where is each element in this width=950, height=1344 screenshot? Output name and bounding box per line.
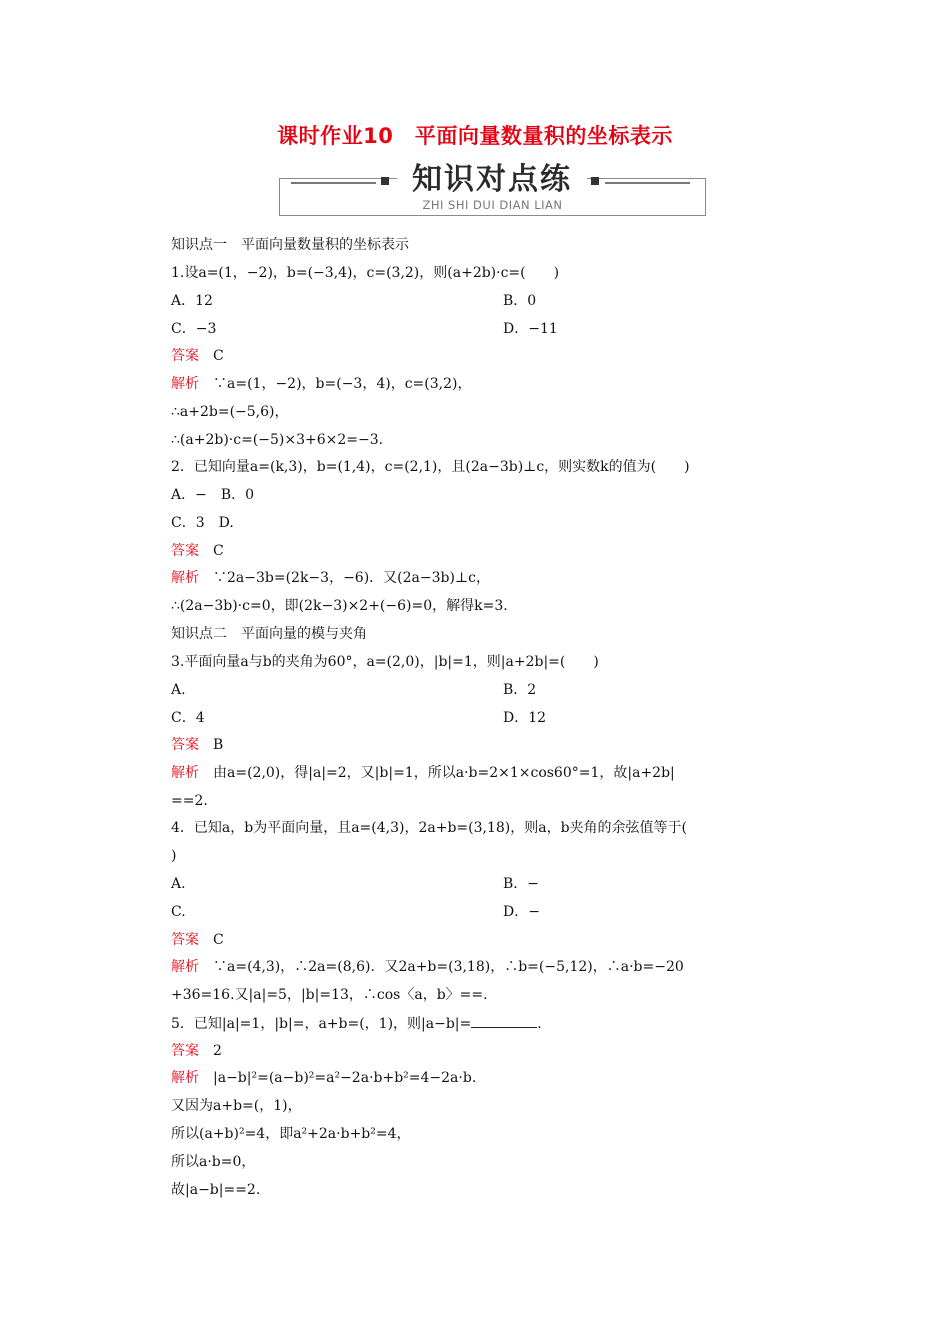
solution-5-line-5: 故|a−b|==2. (171, 1182, 261, 1198)
solution-2-line-2: ∴(2a−3b)·c=0，即(2k−3)×2+(−6)=0，解得k=3. (171, 598, 508, 614)
banner-heading: 知识对点练 (397, 160, 587, 200)
answer-3 (171, 735, 223, 755)
question-3: 3.平面向量a与b的夹角为60°，a=(2,0)，|b|=1，则|a+2b|=( ) (171, 654, 599, 670)
question-2: 2．已知向量a=(k,3)，b=(1,4)，c=(2,1)，且(2a−3b)⊥c，则实数k的值为( ) (171, 459, 690, 475)
option-3a: A. (171, 682, 186, 698)
answer-label: 答案 (171, 932, 199, 948)
option-3c: C．4 (171, 710, 205, 726)
solution-label: 解析 (171, 570, 199, 586)
answer-label: 答案 (171, 348, 199, 364)
solution-text: 由a=(2,0)，得|a|=2，又|b|=1，所以a·b=2×1×cos60°=1，故|a+2b| (199, 765, 675, 781)
question-4-line-2: ) (171, 848, 177, 864)
question-5-end: . (537, 1016, 542, 1032)
banner-subtitle: ZHI SHI DUI DIAN LIAN (422, 198, 563, 212)
answer-text: C (199, 932, 224, 948)
option-1c: C．−3 (171, 321, 217, 337)
answer-2 (171, 541, 224, 561)
section-banner (279, 160, 706, 216)
banner-rule-left (291, 182, 376, 184)
question-5-text: 5．已知|a|=1，|b|=，a+b=(，1)，则|a−b|= (171, 1016, 472, 1032)
solution-label: 解析 (171, 765, 199, 781)
option-3b: B．2 (503, 682, 537, 698)
option-1a: A．12 (171, 293, 213, 309)
question-1: 1.设a=(1，−2)，b=(−3,4)，c=(3,2)，则(a+2b)·c=( ) (171, 265, 560, 281)
question-5 (171, 1013, 542, 1034)
solution-1-line-2: ∴a+2b=(−5,6)， (171, 404, 289, 420)
option-4a: A. (171, 876, 186, 892)
solution-1-line-3: ∴(a+2b)·c=(−5)×3+6×2=−3. (171, 432, 384, 448)
banner-square-left (381, 177, 389, 185)
solution-3-line-2: ==2. (171, 793, 208, 809)
option-1d: D．−11 (503, 321, 558, 337)
answer-text: 2 (199, 1043, 222, 1059)
option-1b: B．0 (503, 293, 537, 309)
solution-5-line-2: 又因为a+b=(，1)， (171, 1098, 302, 1114)
solution-text: ∵a=(1，−2)，b=(−3，4)，c=(3,2)， (199, 376, 472, 392)
option-2cd: C．3 D. (171, 515, 234, 531)
section-heading-1: 知识点一 平面向量数量积的坐标表示 (171, 237, 409, 253)
solution-2-line-1 (171, 568, 490, 588)
solution-4-line-1 (171, 957, 684, 977)
solution-label: 解析 (171, 959, 199, 975)
option-3d: D．12 (503, 710, 547, 726)
banner-rule-right (605, 182, 690, 184)
answer-4 (171, 930, 224, 950)
solution-text: |a−b|²=(a−b)²=a²−2a·b+b²=4−2a·b. (199, 1070, 477, 1086)
solution-text: ∵2a−3b=(2k−3，−6)．又(2a−3b)⊥c， (199, 570, 490, 586)
solution-4-line-2: +36=16.又|a|=5，|b|=13，∴cos〈a，b〉==. (171, 987, 488, 1003)
question-4-line-1: 4．已知a，b为平面向量，且a=(4,3)，2a+b=(3,18)，则a，b夹角的余弦值等于( (171, 820, 688, 836)
banner-square-right (591, 177, 599, 185)
section-heading-2: 知识点二 平面向量的模与夹角 (171, 626, 367, 642)
solution-1-line-1 (171, 374, 471, 394)
solution-3-line-1 (171, 763, 675, 783)
solution-text: ∵a=(4,3)，∴2a=(8,6)．又2a+b=(3,18)，∴b=(−5,12)，∴a·b=−20 (199, 959, 684, 975)
option-4c: C. (171, 904, 186, 920)
page-title: 课时作业10 平面向量数量积的坐标表示 (277, 124, 673, 148)
answer-label: 答案 (171, 543, 199, 559)
solution-5-line-4: 所以a·b=0， (171, 1154, 256, 1170)
answer-text: C (199, 348, 224, 364)
answer-blank (471, 1013, 537, 1028)
option-2ab: A．− B．0 (171, 487, 255, 503)
answer-5 (171, 1041, 222, 1061)
answer-text: B (199, 737, 224, 753)
answer-1 (171, 346, 224, 366)
solution-label: 解析 (171, 1070, 199, 1086)
answer-text: C (199, 543, 224, 559)
answer-label: 答案 (171, 737, 199, 753)
solution-5-line-1 (171, 1068, 476, 1088)
solution-5-line-3: 所以(a+b)²=4，即a²+2a·b+b²=4， (171, 1126, 411, 1142)
answer-label: 答案 (171, 1043, 199, 1059)
solution-label: 解析 (171, 376, 199, 392)
option-4b: B．− (503, 876, 540, 892)
option-4d: D．− (503, 904, 540, 920)
